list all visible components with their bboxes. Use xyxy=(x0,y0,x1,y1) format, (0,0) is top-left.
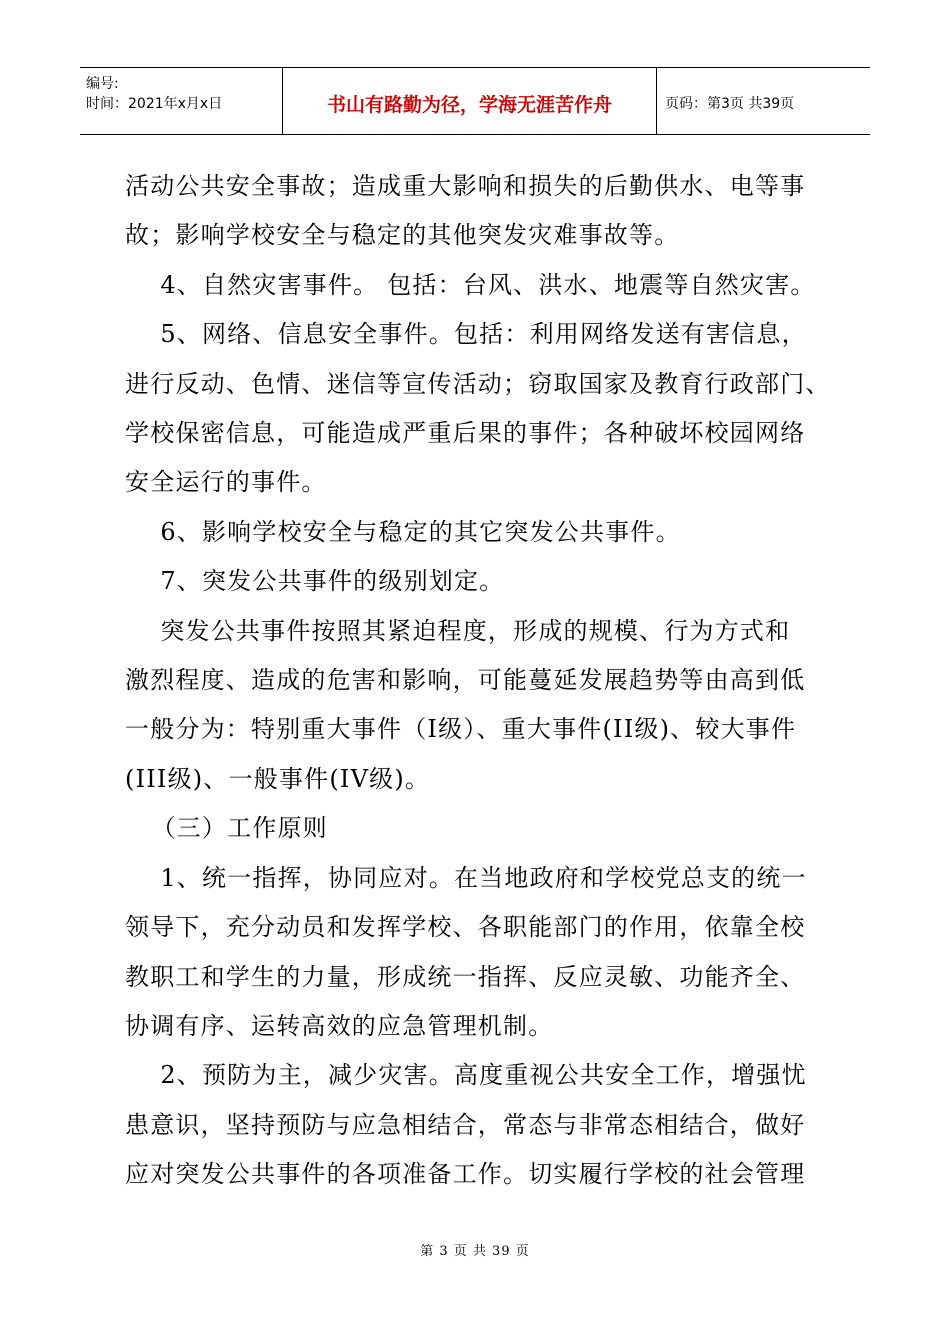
body-line: 7、突发公共事件的级别划定。 xyxy=(125,567,505,596)
body-line: 安全运行的事件。 xyxy=(125,468,327,497)
body-line: (III级)、一般事件(IV级)。 xyxy=(125,764,431,793)
body-line: 故；影响学校安全与稳定的其他突发灾难事故等。 xyxy=(125,221,680,250)
body-line: 领导下，充分动员和发挥学校、各职能部门的作用，依靠全校 xyxy=(125,913,806,942)
body-line: 激烈程度、造成的危害和影响，可能蔓延发展趋势等由高到低 xyxy=(125,666,806,695)
document-body xyxy=(125,162,831,1200)
section-heading: （三）工作原则 xyxy=(125,814,328,843)
body-line: 突发公共事件按照其紧迫程度，形成的规模、行为方式和 xyxy=(125,616,791,645)
body-line: 1、统一指挥，协同应对。在当地政府和学校党总支的统一 xyxy=(125,863,807,892)
body-line: 患意识，坚持预防与应急相结合，常态与非常态相结合，做好 xyxy=(125,1110,806,1139)
body-line: 2、预防为主，减少灾害。高度重视公共安全工作，增强忧 xyxy=(125,1061,807,1090)
page-footer: 第 3 页 共 39 页 xyxy=(420,1244,530,1259)
body-line: 应对突发公共事件的各项准备工作。切实履行学校的社会管理 xyxy=(125,1160,806,1189)
body-line: 4、自然灾害事件。 包括：台风、洪水、地震等自然灾害。 xyxy=(125,270,816,299)
body-line: 进行反动、色情、迷信等宣传活动；窃取国家及教育行政部门、 xyxy=(125,369,831,398)
body-line: 学校保密信息，可能造成严重后果的事件；各种破坏校园网络 xyxy=(125,419,806,448)
body-line: 一般分为：特别重大事件（I级）、重大事件(II级)、较大事件 xyxy=(125,715,797,744)
body-line: 5、网络、信息安全事件。包括：利用网络发送有害信息， xyxy=(125,320,807,349)
body-line: 教职工和学生的力量，形成统一指挥、反应灵敏、功能齐全、 xyxy=(125,962,806,991)
body-line: 活动公共安全事故；造成重大影响和损失的后勤供水、电等事 xyxy=(125,172,806,200)
header-motto: 书山有路勤为径，学海无涯苦作舟 xyxy=(283,68,657,134)
document-time-label: 时间：2021年x月x日 xyxy=(86,96,223,112)
header-meta xyxy=(80,68,283,134)
document-number-label: 编号: xyxy=(86,76,119,92)
body-line: 6、影响学校安全与稳定的其它突发公共事件。 xyxy=(125,517,681,546)
page-header xyxy=(80,67,870,135)
body-line: 协调有序、运转高效的应急管理机制。 xyxy=(125,1011,554,1040)
header-page-info: 页码：第3页 共39页 xyxy=(665,96,795,112)
